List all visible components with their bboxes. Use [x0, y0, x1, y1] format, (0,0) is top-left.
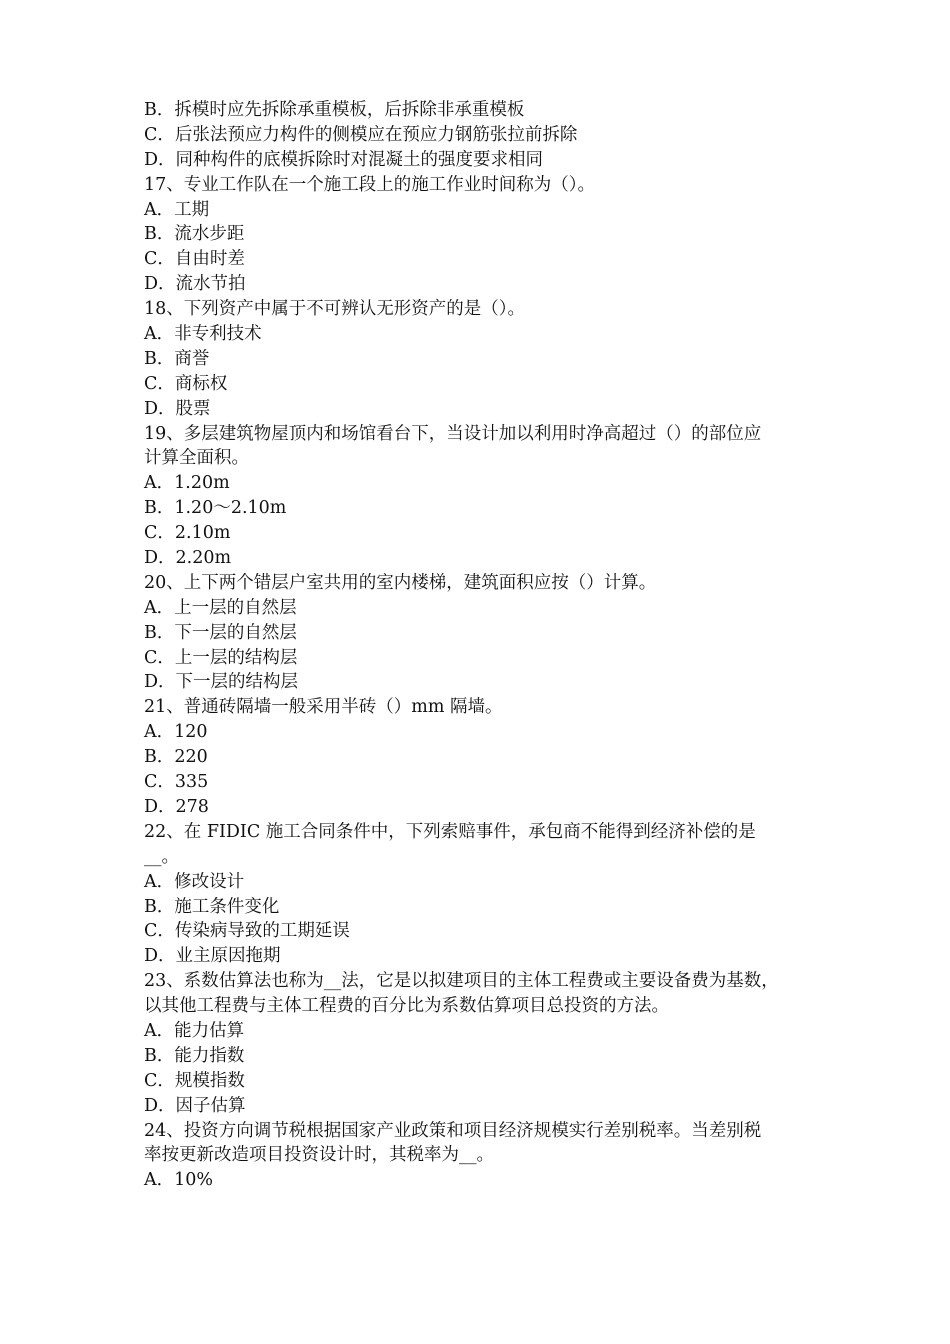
question-line: 19、多层建筑物屋顶内和场馆看台下，当设计加以利用时净高超过（）的部位应 — [144, 423, 762, 444]
option-line: B．能力指数 — [144, 1045, 245, 1066]
option-line: A．工期 — [144, 199, 210, 220]
option-line: D．同种构件的底模拆除时对混凝土的强度要求相同 — [144, 149, 544, 170]
option-line: B．拆模时应先拆除承重模板，后拆除非承重模板 — [144, 100, 525, 120]
question-line: 以其他工程费与主体工程费的百分比为系数估算项目总投资的方法。 — [144, 996, 669, 1017]
question-line: 21、普通砖隔墙一般采用半砖（）mm 隔墙。 — [144, 697, 503, 718]
option-line: A．120 — [144, 722, 208, 743]
question-line: 率按更新改造项目投资设计时，其税率为__。 — [144, 1145, 494, 1166]
option-line: C．商标权 — [144, 373, 228, 394]
question-line: __。 — [144, 846, 179, 867]
option-line: D．2.20m — [144, 548, 232, 569]
option-line: C．传染病导致的工期延误 — [144, 921, 350, 942]
option-line: B．220 — [144, 747, 208, 768]
question-line: 23、系数估算法也称为__法，它是以拟建项目的主体工程费或主要设备费为基数， — [144, 971, 779, 992]
option-line: C．上一层的结构层 — [144, 647, 298, 668]
question-line: 17、专业工作队在一个施工段上的施工作业时间称为（）。 — [144, 174, 596, 195]
option-line: A．上一层的自然层 — [144, 597, 297, 618]
option-line: C．335 — [144, 772, 209, 793]
option-line: B．下一层的自然层 — [144, 622, 297, 643]
question-line: 18、下列资产中属于不可辨认无形资产的是（）。 — [144, 299, 526, 320]
option-line: D．业主原因拖期 — [144, 946, 281, 967]
option-line: B．1.20～2.10m — [144, 498, 287, 519]
option-line: B．商誉 — [144, 348, 210, 369]
option-line: B．施工条件变化 — [144, 896, 280, 917]
option-line: D．278 — [144, 796, 209, 817]
option-line: C．后张法预应力构件的侧模应在预应力钢筋张拉前拆除 — [144, 124, 578, 145]
option-line: D．流水节拍 — [144, 274, 246, 295]
option-line: A．修改设计 — [144, 871, 245, 892]
option-line: D．股票 — [144, 398, 211, 419]
option-line: D．下一层的结构层 — [144, 672, 299, 693]
document-body — [144, 98, 824, 1193]
option-line: A．1.20m — [144, 473, 230, 494]
question-line: 20、上下两个错层户室共用的室内楼梯，建筑面积应按（）计算。 — [144, 572, 657, 593]
question-line: 22、在 FIDIC 施工合同条件中，下列索赔事件，承包商不能得到经济补偿的是 — [144, 821, 756, 842]
option-line: A．10% — [144, 1170, 214, 1191]
option-line: C．自由时差 — [144, 249, 245, 270]
question-line: 24、投资方向调节税根据国家产业政策和项目经济规模实行差别税率。当差别税 — [144, 1120, 762, 1141]
question-line: 计算全面积。 — [144, 448, 249, 469]
option-line: A．能力估算 — [144, 1020, 245, 1041]
option-line: C．2.10m — [144, 523, 231, 544]
option-line: D．因子估算 — [144, 1095, 246, 1116]
option-line: C．规模指数 — [144, 1070, 245, 1091]
option-line: B．流水步距 — [144, 224, 245, 245]
option-line: A．非专利技术 — [144, 324, 262, 345]
